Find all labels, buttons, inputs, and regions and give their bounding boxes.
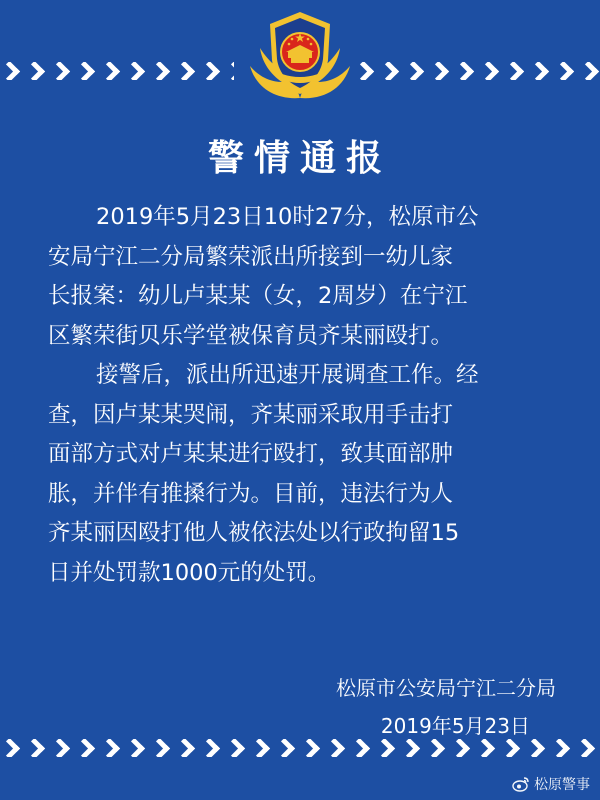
weibo-watermark [512, 774, 590, 794]
body-line: 接警后，派出所迅速开展调查工作。经 [96, 362, 479, 388]
body-line: 日并处罚款1000元的处罚。 [48, 559, 331, 586]
notice-title: 警情通报 [207, 138, 392, 179]
body-line: 面部方式对卢某某进行殴打，致其面部肿 [48, 441, 454, 467]
body-line: 区繁荣街贝乐学堂被保育员齐某丽殴打。 [48, 322, 454, 349]
top-right-chevron-band [356, 62, 600, 80]
notice-body [48, 198, 556, 593]
signature-date: 2019年5月23日 [380, 714, 530, 738]
police-emblem-icon [246, 8, 354, 108]
body-line: 齐某丽因殴打他人被依法处以行政拘留15 [48, 520, 460, 546]
weibo-icon [512, 776, 530, 792]
watermark-account: 松原警事 [534, 777, 590, 793]
body-line: 安局宁江二分局繁荣派出所接到一幼儿家 [48, 243, 454, 270]
top-left-chevron-band [2, 62, 234, 80]
body-line: 2019年5月23日10时27分，松原市公 [96, 204, 479, 230]
body-line: 长报案：幼儿卢某某（女，2周岁）在宁江 [48, 283, 468, 309]
signature-organization: 松原市公安局宁江二分局 [336, 676, 556, 700]
body-line: 胀，并伴有推搡行为。目前，违法行为人 [48, 480, 454, 507]
body-line: 查，因卢某某哭闹，齐某丽采取用手击打 [48, 401, 454, 428]
bottom-chevron-band [2, 739, 600, 757]
